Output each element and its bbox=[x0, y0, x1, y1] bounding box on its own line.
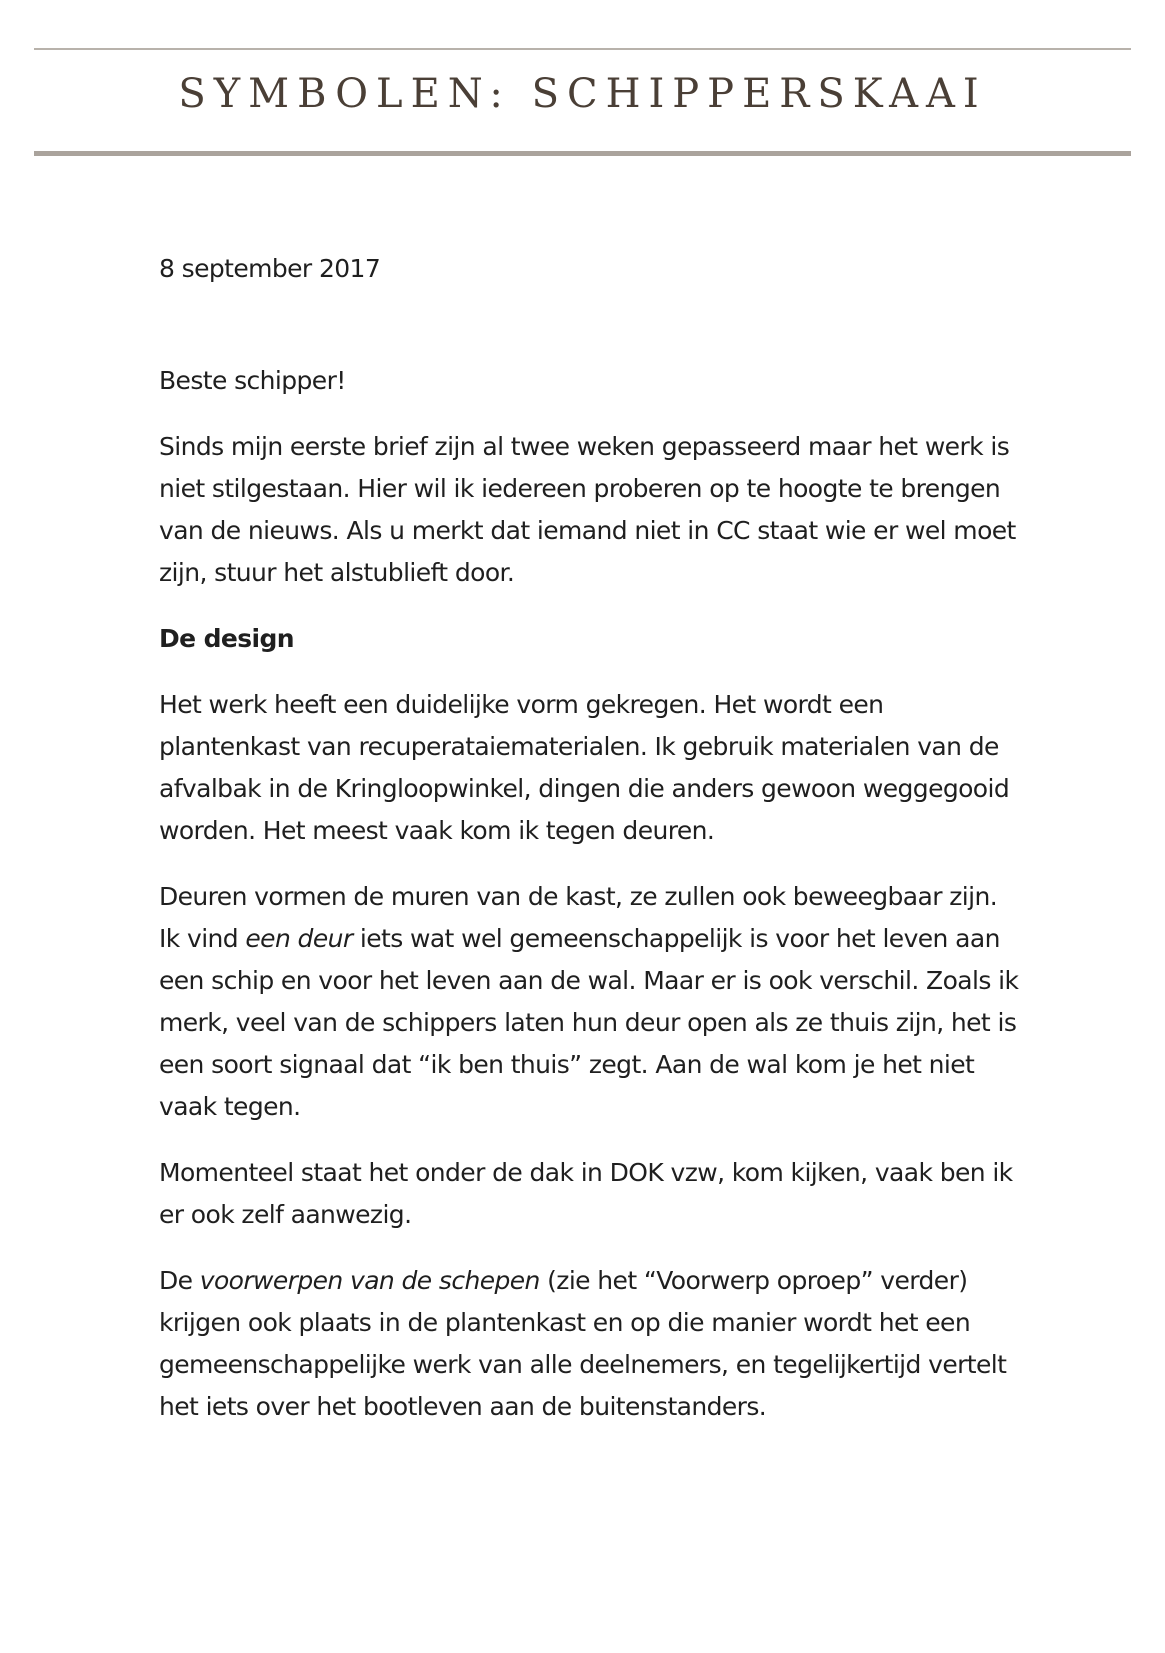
header-rule-top bbox=[34, 48, 1131, 50]
letter-body bbox=[159, 248, 1019, 1452]
section-heading: De design bbox=[159, 624, 295, 653]
design-paragraph-1: Het werk heeft een duidelijke vorm gekregen. Het wordt een plantenkast van recuperataiematerialen. Ik gebruik materialen van de afvalbak in de Kringloopwinkel, dingen die anders gewoon weggegooid worden. Het meest vaak kom ik tegen deuren. bbox=[159, 690, 1010, 845]
intro-paragraph: Sinds mijn eerste brief zijn al twee weken gepasseerd maar het werk is niet stilgestaan. Hier wil ik iedereen proberen op te hoogte te brengen van de nieuws. Als u merkt dat iemand niet in CC staat wie er wel moet zijn, stuur het alstublieft door. bbox=[159, 432, 1016, 587]
document-title: SYMBOLEN: SCHIPPERSKAAI bbox=[178, 71, 987, 117]
paragraph-text: iets wat wel gemeenschappelijk is voor het leven aan een schip en voor het leven aan de wal. Maar er is ook verschil. Zoals ik merk, veel van de schippers laten hun deur open als ze thuis zijn, het is een soort signaal dat “ik ben thuis” zegt. Aan de wal kom je het niet vaak tegen. bbox=[159, 924, 1019, 1121]
emphasis-text: voorwerpen van de schepen bbox=[199, 1266, 540, 1295]
design-paragraph-2 bbox=[159, 876, 1019, 1128]
letter-date: 8 september 2017 bbox=[159, 254, 381, 283]
paragraph-text: De bbox=[159, 1266, 200, 1295]
letter-greeting: Beste schipper! bbox=[159, 366, 346, 395]
paragraph-text: Deuren vormen de muren van de kast, ze zullen ook beweegbaar zijn. Ik vind bbox=[159, 882, 998, 953]
design-paragraph-3: Momenteel staat het onder de dak in DOK vzw, kom kijken, vaak ben ik er ook zelf aanwezig. bbox=[159, 1158, 1013, 1229]
design-paragraph-4 bbox=[159, 1260, 1019, 1428]
paragraph-text: (zie het “Voorwerp oproep” verder) krijgen ook plaats in de plantenkast en op die manier wordt het een gemeenschappelijke werk van alle deelnemers, en tegelijkertijd vertelt het iets over het bootleven aan de buitenstanders. bbox=[159, 1266, 1007, 1421]
emphasis-text: een deur bbox=[245, 924, 353, 953]
header-rule-bottom bbox=[34, 151, 1131, 156]
